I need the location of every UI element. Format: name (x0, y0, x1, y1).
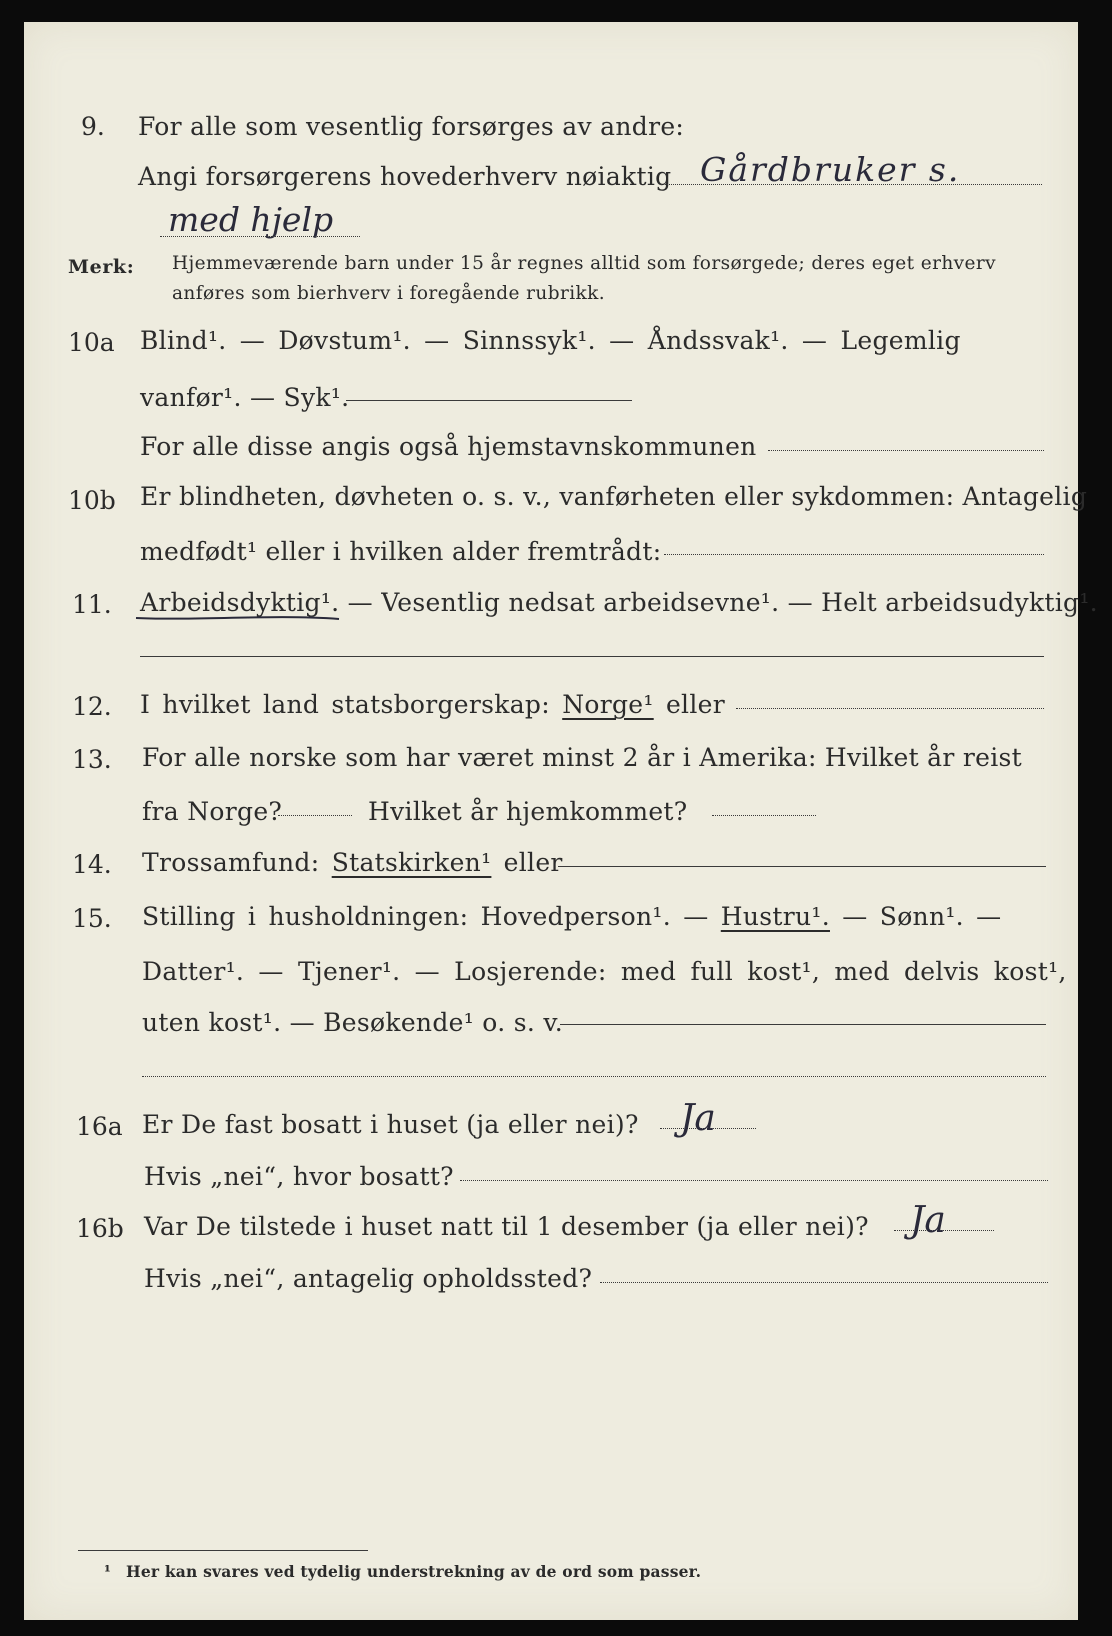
q9-number: 9. (81, 112, 105, 141)
q15-line3: uten kost¹. — Besøkende¹ o. s. v. (142, 1008, 564, 1037)
q10a-fill-line-2 (768, 450, 1044, 451)
q13-line1: For alle norske som har været minst 2 år i Amerika: Hvilket år reist (142, 743, 1023, 772)
q14-number: 14. (72, 850, 112, 879)
q10a-line2: vanfør¹. — Syk¹. (140, 383, 350, 412)
q15-line2: Datter¹. — Tjener¹. — Losjerende: med full kost¹, med delvis kost¹, (142, 957, 1067, 986)
merk-line2: anføres som bierhverv i foregående rubrikk. (172, 283, 606, 304)
q9-line2: Angi forsørgerens hovederhverv nøiaktig (138, 162, 672, 191)
q12-question: I hvilket land statsborgerskap: (140, 690, 563, 719)
q12-fill-line (736, 708, 1044, 709)
q15-fill-line-2 (142, 1076, 1046, 1077)
q14-option-statskirken: Statskirken¹ (331, 848, 492, 877)
q10b-line2: medfødt¹ eller i hvilken alder fremtrådt: (140, 537, 662, 566)
q12-number: 12. (72, 692, 112, 721)
q13-line2a: fra Norge? (142, 797, 283, 826)
q10a-line1: Blind¹. — Døvstum¹. — Sinnssyk¹. — Åndssvak¹. — Legemlig (140, 326, 961, 355)
q10b-fill-line (664, 554, 1044, 555)
q15-fill-line (560, 1024, 1046, 1025)
merk-label: Merk: (68, 256, 135, 278)
q15-option-hustru: Hustru¹. (720, 902, 830, 931)
q12-line (140, 690, 725, 719)
q10b-line1: Er blindheten, døvheten o. s. v., vanførheten eller sykdommen: Antagelig (140, 482, 1088, 511)
footnote-mark: ¹ (104, 1562, 111, 1581)
q15-line1-start: Stilling i husholdningen: Hovedperson¹. — (142, 902, 721, 931)
footnote-rule (78, 1550, 368, 1551)
q10a-fill-line (346, 400, 632, 401)
q14-question: Trossamfund: (142, 848, 332, 877)
q12-option-norge: Norge¹ (562, 690, 654, 719)
q10a-line3: For alle disse angis også hjemstavnskommunen (140, 432, 757, 461)
q9-answer-handwritten-2: med hjelp (168, 200, 334, 239)
q13-line2b: Hvilket år hjemkommet? (368, 797, 688, 826)
q16b-fill-line-2 (600, 1282, 1048, 1283)
q13-fill-line-2 (712, 815, 816, 816)
q16a-answer-handwritten: Ja (680, 1098, 716, 1139)
q15-line1 (142, 902, 1001, 931)
q16b-number: 16b (76, 1214, 124, 1243)
q9-line1: For alle som vesentlig forsørges av andre: (138, 112, 685, 141)
q14-line (142, 848, 563, 877)
q16a-fill-line-2 (460, 1180, 1048, 1181)
q16a-line1: Er De fast bosatt i huset (ja eller nei)? (142, 1110, 639, 1139)
q11-option-arbeidsdyktig: Arbeidsdyktig¹. (140, 588, 340, 617)
q14-eller: eller (491, 848, 563, 877)
q13-number: 13. (72, 745, 112, 774)
q15-line1-end: — Sønn¹. — (829, 902, 1002, 931)
q11-pen-underline (134, 612, 344, 624)
q11-rest: — Vesentlig nedsat arbeidsevne¹. — Helt arbeidsudyktig¹. (339, 588, 1098, 617)
q15-number: 15. (72, 904, 112, 933)
q11-fill-line (140, 656, 1044, 657)
q10b-number: 10b (68, 486, 116, 515)
q16b-line1: Var De tilstede i huset natt til 1 desember (ja eller nei)? (144, 1212, 869, 1241)
q16b-line2: Hvis „nei“, antagelig opholdssted? (144, 1264, 593, 1293)
q14-fill-line (558, 866, 1046, 867)
q16a-line2: Hvis „nei“, hvor bosatt? (144, 1162, 454, 1191)
merk-line1: Hjemmeværende barn under 15 år regnes alltid som forsørgede; deres eget erhverv (172, 253, 996, 274)
q10a-number: 10a (68, 328, 115, 357)
q12-eller: eller (653, 690, 725, 719)
footnote-text: Her kan svares ved tydelig understrekning av de ord som passer. (126, 1562, 702, 1581)
q9-answer-handwritten: Gårdbruker s. (700, 150, 961, 189)
q16b-answer-handwritten: Ja (910, 1200, 946, 1241)
q13-fill-line-1 (278, 815, 352, 816)
q9-fill-line-2 (160, 236, 360, 237)
q11-number: 11. (72, 590, 112, 619)
q16a-number: 16a (76, 1112, 123, 1141)
